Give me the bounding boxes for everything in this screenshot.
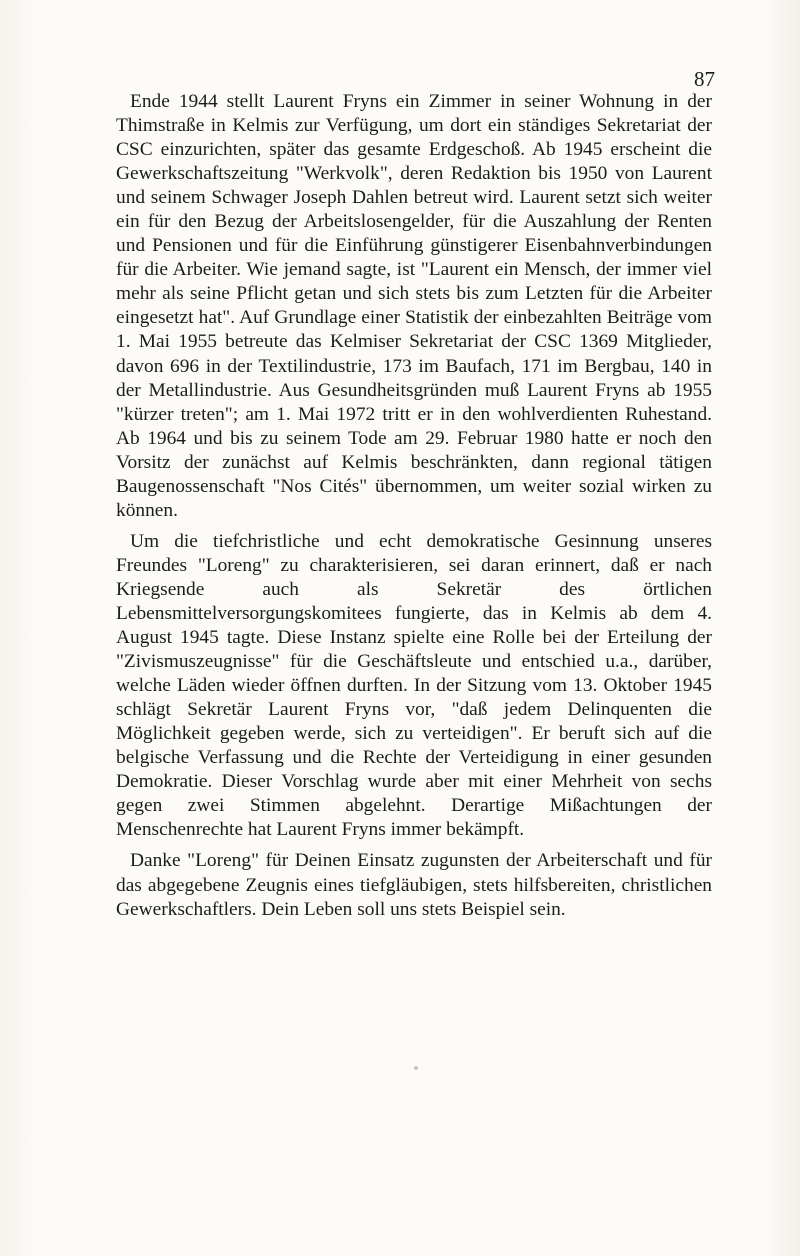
- body-text: [116, 90, 712, 922]
- page-number: 87: [694, 67, 715, 91]
- paragraph-thanks: Danke "Loreng" für Deinen Einsatz zugunsten der Arbeiterschaft und für das abgegebene Zeugnis eines tiefgläubigen, stets hilfsbereiten, christlichen Gewerkschaftlers. Dein Leben soll uns stets Beispiel sein.: [116, 850, 712, 920]
- paragraph-fryns-union-work: Ende 1944 stellt Laurent Fryns ein Zimmer in seiner Wohnung in der Thimstraße in Kelmis zur Verfügung, um dort ein ständiges Sekretariat der CSC einzurichten, später das gesamte Erdgeschoß. Ab 1945 erscheint die Gewerkschaftszeitung "Werkvolk", deren Redaktion bis 1950 von Laurent und seinem Schwager Joseph Dahlen betreut wird. Laurent setzt sich weiter ein für den Bezug der Arbeitslosengelder, für die Auszahlung der Renten und Pensionen und für die Einführung günstigerer Eisenbahnverbindungen für die Arbeiter. Wie jemand sagte, ist "Laurent ein Mensch, der immer viel mehr als seine Pflicht getan und sich stets bis zum Letzten für die Arbeiter eingesetzt hat". Auf Grundlage einer Statistik der einbezahlten Beiträge vom 1. Mai 1955 betreute das Kelmiser Sekretariat der CSC 1369 Mitglieder, davon 696 in der Textilindustrie, 173 im Baufach, 171 im Bergbau, 140 in der Metallindustrie. Aus Gesundheitsgründen muß Laurent Fryns ab 1955 "kürzer treten"; am 1. Mai 1972 tritt er in den wohlverdienten Ruhestand. Ab 1964 und bis zu seinem Tode am 29. Februar 1980 hatte er noch den Vorsitz der zunächst auf Kelmis beschränkten, dann regional tätigen Baugenossenschaft "Nos Cités" übernommen, um weiter sozial wirken zu können.: [116, 91, 712, 521]
- paragraph-democratic-conviction: Um die tiefchristliche und echt demokratische Gesinnung unseres Freundes "Loreng" zu charakterisieren, sei daran erinnert, daß er nach Kriegsende auch als Sekretär des örtlichen Lebensmittelversorgungskomitees fungierte, das in Kelmis ab dem 4. August 1945 tagte. Diese Instanz spielte eine Rolle bei der Erteilung der "Zivismuszeugnisse" für die Geschäftsleute und entschied u.a., darüber, welche Läden wieder öffnen durften. In der Sitzung vom 13. Oktober 1945 schlägt Sekretär Laurent Fryns vor, "daß jedem Delinquenten die Möglichkeit gegeben werde, sich zu verteidigen". Er beruft sich auf die belgische Verfassung und die Rechte der Verteidigung in einer gesunden Demokratie. Dieser Vorschlag wurde aber mit einer Mehrheit von sechs gegen zwei Stimmen abgelehnt. Derartige Mißachtungen der Menschenrechte hat Laurent Fryns immer bekämpft.: [116, 530, 712, 841]
- paper-speck: [414, 1066, 418, 1070]
